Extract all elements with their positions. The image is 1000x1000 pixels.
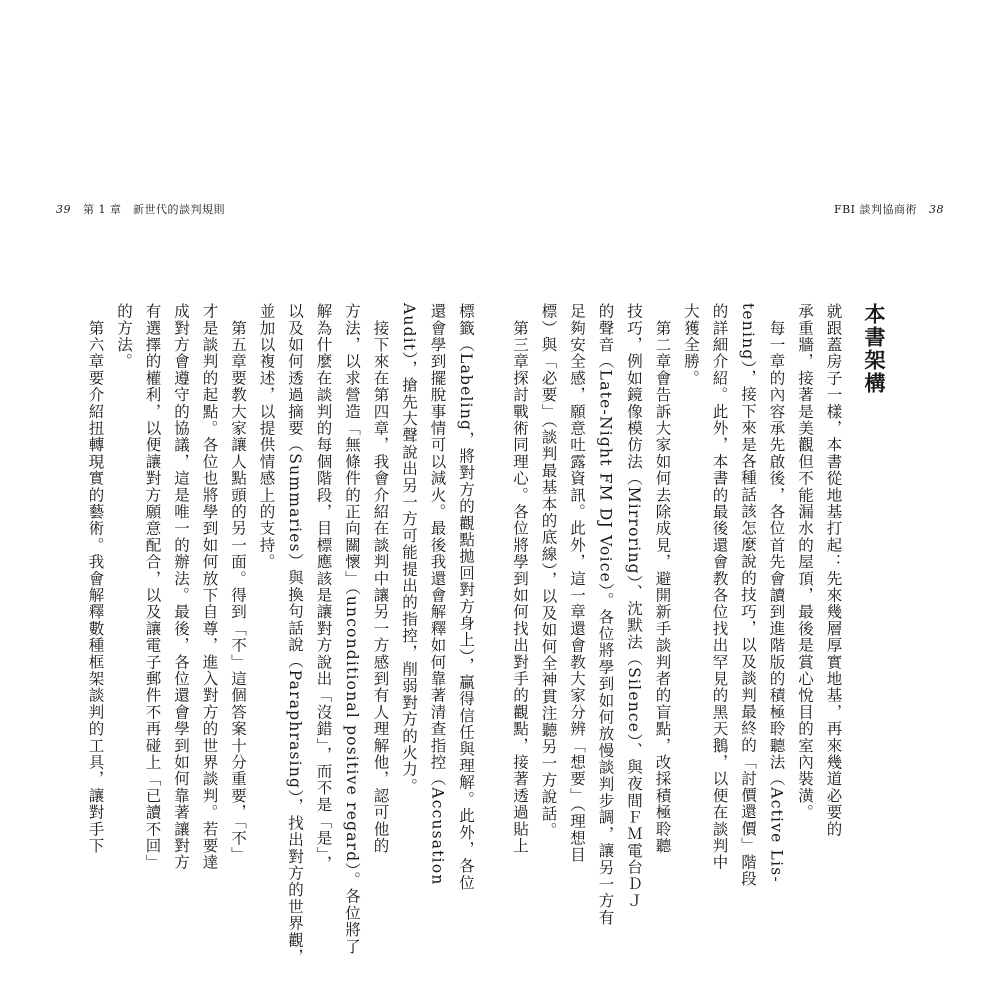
text-column: 方法，以求營造「無條件的正向關懷」（unconditional positive regard）。各位將了 xyxy=(343,303,361,955)
right-page-body xyxy=(511,303,888,926)
text-column: 第三章探討戰術同理心。各位將學到如何找出對手的觀點，接著透過貼上 xyxy=(511,303,529,855)
text-column: 並加以複述，以提供情感上的支持。 xyxy=(257,303,276,571)
text-column: 的方法。 xyxy=(115,303,133,370)
text-column: 技巧，例如鏡像模仿法（Mirroring）、沈默法（Silence）、與夜間ＦＭ電台ＤＪ xyxy=(625,303,643,910)
right-page-number: 38 xyxy=(929,203,944,216)
text-column: 的聲音（Late-Night FM DJ Voice）。各位將學到如何放慢談判步調，讓另一方有 xyxy=(596,303,615,926)
text-column: 還會學到擺脫事情可以減火。最後我還會解釋如何靠著清查指控（Accusation xyxy=(428,303,447,886)
text-column: 每一章的內容承先啟後，各位首先會讀到進階版的積極聆聽法（Active Lis- xyxy=(767,303,786,883)
section-heading: 本書架構 xyxy=(862,303,887,395)
text-column: 就跟蓋房子一樣，本書從地基打起：先來幾層厚實地基，再來幾道必要的 xyxy=(824,303,843,838)
text-column: 承重牆，接著是美觀但不能漏水的屋頂，最後是賞心悅目的室內裝潢。 xyxy=(796,303,814,821)
left-page-number: 39 xyxy=(56,203,71,216)
text-column: 第五章要教大家讓人點頭的另一面。得到「不」這個答案十分重要，「不」 xyxy=(229,303,247,864)
text-column: 第六章要介紹扭轉現實的藝術。我會解釋數種框架談判的工具，讓對手下 xyxy=(86,303,105,855)
book-spine xyxy=(500,0,501,1000)
right-running-header xyxy=(834,203,952,217)
left-page-body xyxy=(86,303,480,966)
text-column: 有選擇的權利，以便讓對方願意配合，以及讓電子郵件不再碰上「已讀不回」 xyxy=(143,303,162,871)
text-column: 接下來在第四章，我會介紹在談判中讓另一方感到有人理解他，認可他的 xyxy=(371,303,390,855)
text-column: Audit），搶先大聲說出另一方可能提出的指控，削弱對方的火力。 xyxy=(400,303,418,795)
text-column: 成對方會遵守的協議，這是唯一的辦法。最後，各位還會學到如何靠著讓對方 xyxy=(172,303,190,871)
text-column: 標）與「必要」（談判最基本的底線），以及如何全神貫注聽另一方說話。 xyxy=(539,303,558,839)
text-column: tening），接下來是各種話該怎麼說的技巧，以及談判最終的「討價還價」階段 xyxy=(739,303,757,888)
text-column: 足夠安全感，願意吐露資訊。此外，這一章還會教大家分辨「想要」（理想目 xyxy=(568,303,586,864)
text-column: 解為什麼在談判的每個階段，目標應該是讓對方說出「沒錯」，而不是「是」， xyxy=(314,303,333,872)
text-column: 標籤（Labeling，將對方的觀點拋回對方身上），贏得信任與理解。此外，各位 xyxy=(457,303,475,891)
text-column: 第二章會告訴大家如何去除成見，避開新手談判者的盲點，改採積極聆聽 xyxy=(653,303,672,855)
text-column: 的詳細介紹。此外，本書的最後還會教各位找出罕見的黑天鵝，以便在談判中 xyxy=(710,303,729,871)
text-column: 才是談判的起點。各位也將學到如何放下自尊，進入對方的世界談判。若要達 xyxy=(200,303,219,871)
left-running-header xyxy=(48,203,225,217)
text-column: 大獲全勝。 xyxy=(682,303,700,387)
left-running-title: 第 1 章 新世代的談判規則 xyxy=(83,203,225,216)
right-running-title: FBI 談判協商術 xyxy=(833,203,917,216)
text-column: 以及如何透過摘要（Summaries）與換句話說（Paraphrasing），找出對方的世界觀， xyxy=(286,303,304,966)
